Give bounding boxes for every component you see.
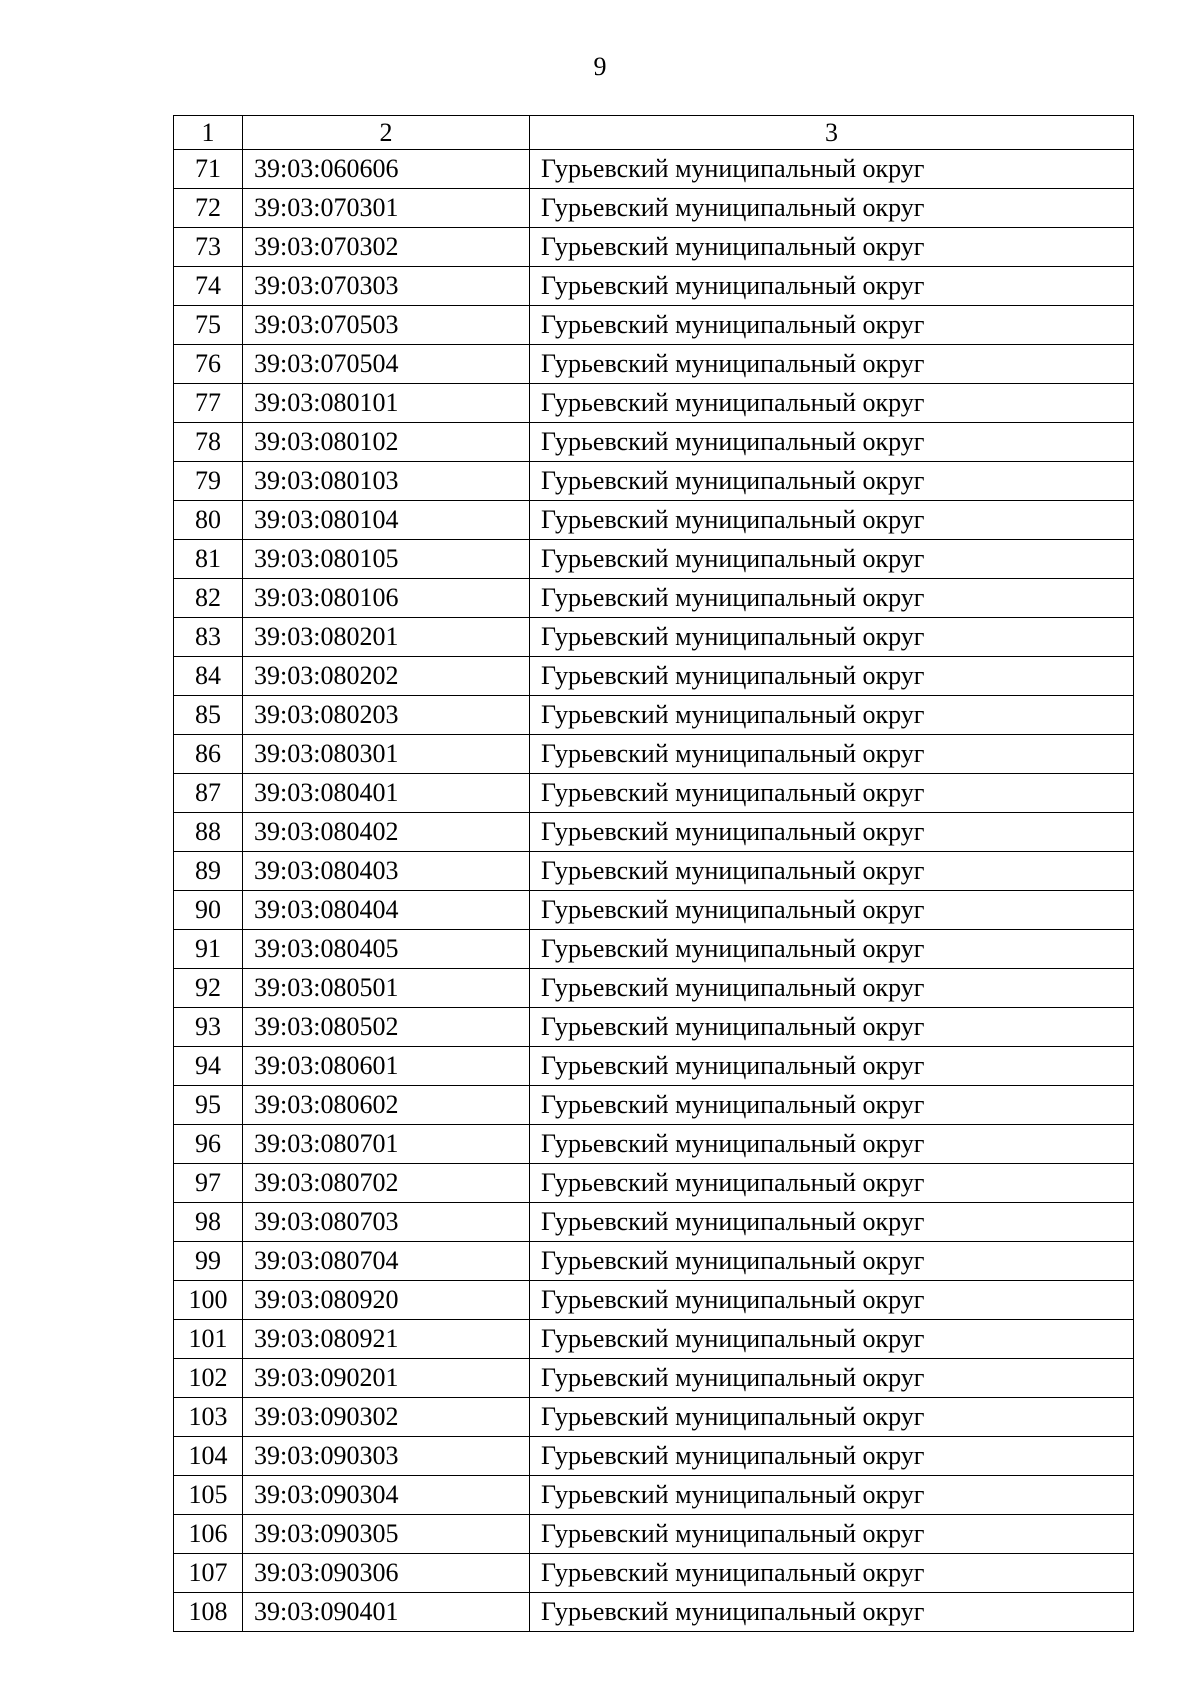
cadastral-code-cell: 39:03:080502	[243, 1008, 530, 1047]
row-number-cell: 104	[174, 1437, 243, 1476]
row-number-cell: 100	[174, 1281, 243, 1320]
cadastral-code-cell: 39:03:080601	[243, 1047, 530, 1086]
table-row	[174, 345, 1134, 384]
table-body	[174, 150, 1134, 1632]
row-number-cell: 88	[174, 813, 243, 852]
cadastral-code-cell: 39:03:080106	[243, 579, 530, 618]
cadastral-code-cell: 39:03:080702	[243, 1164, 530, 1203]
table-header-row	[174, 116, 1134, 150]
table-row	[174, 813, 1134, 852]
municipality-cell: Гурьевский муниципальный округ	[530, 462, 1134, 501]
municipality-cell: Гурьевский муниципальный округ	[530, 1281, 1134, 1320]
municipality-cell: Гурьевский муниципальный округ	[530, 345, 1134, 384]
table-row	[174, 1242, 1134, 1281]
municipality-cell: Гурьевский муниципальный округ	[530, 1008, 1134, 1047]
row-number-cell: 87	[174, 774, 243, 813]
municipality-cell: Гурьевский муниципальный округ	[530, 1242, 1134, 1281]
table-row	[174, 1047, 1134, 1086]
municipality-cell: Гурьевский муниципальный округ	[530, 501, 1134, 540]
table-row	[174, 384, 1134, 423]
row-number-cell: 74	[174, 267, 243, 306]
table-row	[174, 1437, 1134, 1476]
row-number-cell: 106	[174, 1515, 243, 1554]
row-number-cell: 99	[174, 1242, 243, 1281]
row-number-cell: 79	[174, 462, 243, 501]
table-row	[174, 1359, 1134, 1398]
page-number: 9	[593, 52, 607, 81]
municipality-cell: Гурьевский муниципальный округ	[530, 1515, 1134, 1554]
table-row	[174, 1164, 1134, 1203]
row-number-cell: 108	[174, 1593, 243, 1632]
row-number-cell: 85	[174, 696, 243, 735]
cadastral-code-cell: 39:03:080301	[243, 735, 530, 774]
cadastral-code-cell: 39:03:080103	[243, 462, 530, 501]
municipality-cell: Гурьевский муниципальный округ	[530, 1086, 1134, 1125]
municipality-cell: Гурьевский муниципальный округ	[530, 969, 1134, 1008]
cadastral-code-cell: 39:03:080105	[243, 540, 530, 579]
cadastral-code-cell: 39:03:080404	[243, 891, 530, 930]
cadastral-code-cell: 39:03:080403	[243, 852, 530, 891]
municipality-cell: Гурьевский муниципальный округ	[530, 1398, 1134, 1437]
cadastral-code-cell: 39:03:080401	[243, 774, 530, 813]
table-row	[174, 969, 1134, 1008]
row-number-cell: 71	[174, 150, 243, 189]
row-number-cell: 80	[174, 501, 243, 540]
cadastral-code-cell: 39:03:080703	[243, 1203, 530, 1242]
municipality-cell: Гурьевский муниципальный округ	[530, 189, 1134, 228]
row-number-cell: 86	[174, 735, 243, 774]
municipality-cell: Гурьевский муниципальный округ	[530, 1593, 1134, 1632]
table-row	[174, 1593, 1134, 1632]
cadastral-code-cell: 39:03:070302	[243, 228, 530, 267]
row-number-cell: 93	[174, 1008, 243, 1047]
cadastral-code-cell: 39:03:070504	[243, 345, 530, 384]
municipality-cell: Гурьевский муниципальный округ	[530, 579, 1134, 618]
municipality-cell: Гурьевский муниципальный округ	[530, 423, 1134, 462]
cadastral-code-cell: 39:03:080203	[243, 696, 530, 735]
cadastral-code-cell: 39:03:080501	[243, 969, 530, 1008]
municipality-cell: Гурьевский муниципальный округ	[530, 1125, 1134, 1164]
row-number-cell: 102	[174, 1359, 243, 1398]
table-row	[174, 150, 1134, 189]
row-number-cell: 92	[174, 969, 243, 1008]
cadastral-code-cell: 39:03:080920	[243, 1281, 530, 1320]
table-row	[174, 1008, 1134, 1047]
table-row	[174, 1203, 1134, 1242]
cadastral-code-cell: 39:03:090306	[243, 1554, 530, 1593]
cadastral-table	[173, 115, 1134, 1632]
table-row	[174, 189, 1134, 228]
cadastral-code-cell: 39:03:080101	[243, 384, 530, 423]
cadastral-code-cell: 39:03:070301	[243, 189, 530, 228]
table-row	[174, 930, 1134, 969]
table-row	[174, 735, 1134, 774]
cadastral-code-cell: 39:03:090401	[243, 1593, 530, 1632]
row-number-cell: 82	[174, 579, 243, 618]
row-number-cell: 103	[174, 1398, 243, 1437]
table-row	[174, 306, 1134, 345]
row-number-cell: 90	[174, 891, 243, 930]
table-row	[174, 1086, 1134, 1125]
cadastral-code-cell: 39:03:080701	[243, 1125, 530, 1164]
municipality-cell: Гурьевский муниципальный округ	[530, 618, 1134, 657]
cadastral-code-cell: 39:03:060606	[243, 150, 530, 189]
table-row	[174, 423, 1134, 462]
row-number-cell: 89	[174, 852, 243, 891]
municipality-cell: Гурьевский муниципальный округ	[530, 267, 1134, 306]
table-row	[174, 228, 1134, 267]
municipality-cell: Гурьевский муниципальный округ	[530, 657, 1134, 696]
table-row	[174, 852, 1134, 891]
row-number-cell: 98	[174, 1203, 243, 1242]
table-row	[174, 696, 1134, 735]
municipality-cell: Гурьевский муниципальный округ	[530, 696, 1134, 735]
municipality-cell: Гурьевский муниципальный округ	[530, 1203, 1134, 1242]
row-number-cell: 94	[174, 1047, 243, 1086]
table-row	[174, 1515, 1134, 1554]
row-number-cell: 97	[174, 1164, 243, 1203]
table-row	[174, 267, 1134, 306]
table-row	[174, 1398, 1134, 1437]
row-number-cell: 101	[174, 1320, 243, 1359]
municipality-cell: Гурьевский муниципальный округ	[530, 1047, 1134, 1086]
cadastral-code-cell: 39:03:080201	[243, 618, 530, 657]
row-number-cell: 77	[174, 384, 243, 423]
column-header-cadastral-code: 2	[243, 116, 530, 150]
municipality-cell: Гурьевский муниципальный округ	[530, 1320, 1134, 1359]
municipality-cell: Гурьевский муниципальный округ	[530, 540, 1134, 579]
cadastral-code-cell: 39:03:080202	[243, 657, 530, 696]
table-row	[174, 657, 1134, 696]
municipality-cell: Гурьевский муниципальный округ	[530, 891, 1134, 930]
municipality-cell: Гурьевский муниципальный округ	[530, 1164, 1134, 1203]
municipality-cell: Гурьевский муниципальный округ	[530, 306, 1134, 345]
cadastral-code-cell: 39:03:080405	[243, 930, 530, 969]
table-row	[174, 774, 1134, 813]
cadastral-code-cell: 39:03:080102	[243, 423, 530, 462]
cadastral-code-cell: 39:03:070303	[243, 267, 530, 306]
cadastral-code-cell: 39:03:080921	[243, 1320, 530, 1359]
municipality-cell: Гурьевский муниципальный округ	[530, 735, 1134, 774]
municipality-cell: Гурьевский муниципальный округ	[530, 228, 1134, 267]
table-row	[174, 891, 1134, 930]
table-row	[174, 1554, 1134, 1593]
table-row	[174, 462, 1134, 501]
cadastral-code-cell: 39:03:090302	[243, 1398, 530, 1437]
municipality-cell: Гурьевский муниципальный округ	[530, 1554, 1134, 1593]
row-number-cell: 81	[174, 540, 243, 579]
cadastral-code-cell: 39:03:070503	[243, 306, 530, 345]
cadastral-code-cell: 39:03:090304	[243, 1476, 530, 1515]
column-header-number: 1	[174, 116, 243, 150]
table-row	[174, 1320, 1134, 1359]
cadastral-code-cell: 39:03:080104	[243, 501, 530, 540]
table-row	[174, 540, 1134, 579]
cadastral-code-cell: 39:03:090305	[243, 1515, 530, 1554]
row-number-cell: 83	[174, 618, 243, 657]
row-number-cell: 73	[174, 228, 243, 267]
municipality-cell: Гурьевский муниципальный округ	[530, 150, 1134, 189]
table-row	[174, 1125, 1134, 1164]
municipality-cell: Гурьевский муниципальный округ	[530, 852, 1134, 891]
cadastral-code-cell: 39:03:080704	[243, 1242, 530, 1281]
table-row	[174, 1281, 1134, 1320]
table-row	[174, 501, 1134, 540]
row-number-cell: 72	[174, 189, 243, 228]
table-row	[174, 618, 1134, 657]
column-header-municipality: 3	[530, 116, 1134, 150]
row-number-cell: 105	[174, 1476, 243, 1515]
row-number-cell: 75	[174, 306, 243, 345]
cadastral-code-cell: 39:03:090303	[243, 1437, 530, 1476]
table-row	[174, 579, 1134, 618]
municipality-cell: Гурьевский муниципальный округ	[530, 1359, 1134, 1398]
municipality-cell: Гурьевский муниципальный округ	[530, 930, 1134, 969]
municipality-cell: Гурьевский муниципальный округ	[530, 1437, 1134, 1476]
municipality-cell: Гурьевский муниципальный округ	[530, 384, 1134, 423]
cadastral-code-cell: 39:03:080402	[243, 813, 530, 852]
row-number-cell: 84	[174, 657, 243, 696]
cadastral-code-cell: 39:03:080602	[243, 1086, 530, 1125]
municipality-cell: Гурьевский муниципальный округ	[530, 774, 1134, 813]
row-number-cell: 96	[174, 1125, 243, 1164]
municipality-cell: Гурьевский муниципальный округ	[530, 1476, 1134, 1515]
table-row	[174, 1476, 1134, 1515]
municipality-cell: Гурьевский муниципальный округ	[530, 813, 1134, 852]
cadastral-code-cell: 39:03:090201	[243, 1359, 530, 1398]
row-number-cell: 95	[174, 1086, 243, 1125]
row-number-cell: 91	[174, 930, 243, 969]
row-number-cell: 78	[174, 423, 243, 462]
row-number-cell: 76	[174, 345, 243, 384]
row-number-cell: 107	[174, 1554, 243, 1593]
